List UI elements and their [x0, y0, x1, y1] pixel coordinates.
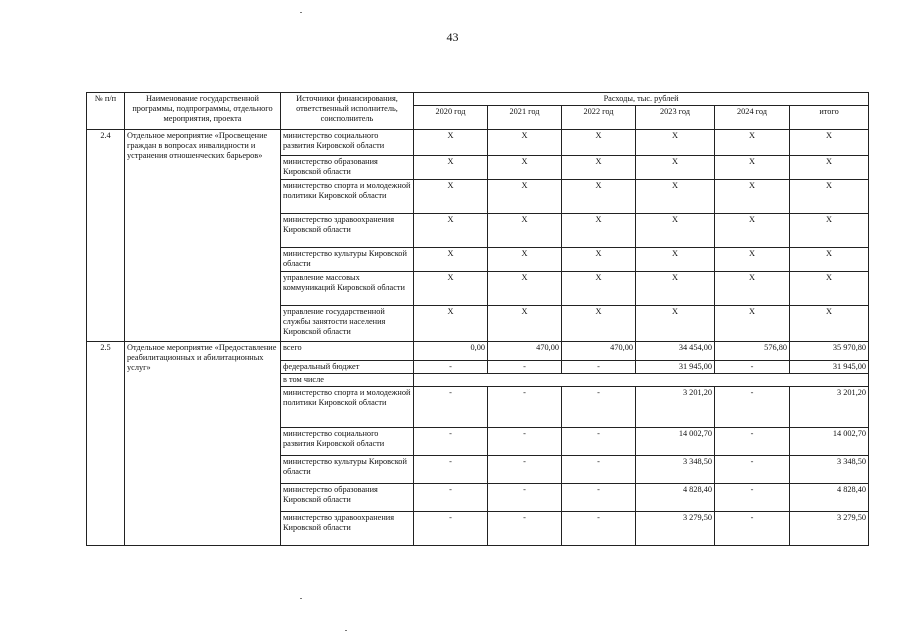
cell-value: Х — [414, 214, 488, 248]
cell-value: Х — [715, 130, 790, 156]
cell-value: 3 348,50 — [636, 456, 715, 484]
cell-value: - — [562, 512, 636, 546]
cell-value: Х — [636, 130, 715, 156]
cell-value: 31 945,00 — [790, 361, 869, 374]
cell-value: - — [715, 456, 790, 484]
financing-table — [86, 92, 869, 546]
row-source: в том числе — [281, 374, 414, 387]
cell-value: Х — [488, 272, 562, 306]
cell-value: Х — [636, 248, 715, 272]
cell-value: - — [715, 361, 790, 374]
cell-value: Х — [715, 272, 790, 306]
cell-value: 34 454,00 — [636, 342, 715, 361]
cell-value: Х — [636, 272, 715, 306]
cell-value: Х — [636, 214, 715, 248]
cell-value: Х — [414, 180, 488, 214]
header-total: итого — [790, 106, 869, 130]
cell-value: 14 002,70 — [790, 428, 869, 456]
cell-value: 3 279,50 — [790, 512, 869, 546]
cell-value: Х — [488, 156, 562, 180]
cell-value: - — [488, 512, 562, 546]
cell-value: Х — [414, 248, 488, 272]
cell-value: - — [414, 387, 488, 428]
header-source: Источники финансирования, ответственный исполнитель, соисполнитель — [281, 93, 414, 130]
cell-value: Х — [414, 272, 488, 306]
cell-value: - — [414, 512, 488, 546]
cell-value: Х — [715, 180, 790, 214]
scan-speck — [345, 630, 347, 631]
cell-value: - — [715, 512, 790, 546]
cell-value: Х — [488, 130, 562, 156]
cell-value: Х — [562, 180, 636, 214]
cell-value: 3 348,50 — [790, 456, 869, 484]
cell-value: - — [715, 484, 790, 512]
cell-value: Х — [488, 214, 562, 248]
cell-value: - — [488, 428, 562, 456]
cell-value: Х — [715, 214, 790, 248]
cell-value: Х — [414, 130, 488, 156]
cell-value: Х — [562, 130, 636, 156]
header-year: 2021 год — [488, 106, 562, 130]
cell-value: - — [414, 456, 488, 484]
row-source: министерство здравоохранения Кировской области — [281, 214, 414, 248]
cell-value: Х — [562, 272, 636, 306]
scan-speck — [300, 12, 302, 13]
cell-value: 4 828,40 — [790, 484, 869, 512]
row-num: 2.5 — [87, 342, 125, 546]
cell-value: - — [715, 428, 790, 456]
cell-value: Х — [715, 248, 790, 272]
cell-value: - — [562, 484, 636, 512]
cell-value: - — [414, 361, 488, 374]
cell-value: Х — [636, 306, 715, 342]
row-name: Отдельное мероприятие «Просвещение граждан в вопросах инвалидности и устранения отношенческих барьеров» — [125, 130, 281, 342]
cell-value: 3 201,20 — [790, 387, 869, 428]
row-source: всего — [281, 342, 414, 361]
cell-value: - — [414, 428, 488, 456]
row-source: федеральный бюджет — [281, 361, 414, 374]
row-source: министерство спорта и молодежной политики Кировской области — [281, 180, 414, 214]
cell-value: - — [562, 387, 636, 428]
header-year: 2023 год — [636, 106, 715, 130]
header-num: № п/п — [87, 93, 125, 130]
row-name: Отдельное мероприятие «Предоставление реабилитационных и абилитационных услуг» — [125, 342, 281, 546]
cell-value: Х — [790, 248, 869, 272]
cell-value: - — [488, 456, 562, 484]
cell-value: Х — [414, 306, 488, 342]
cell-value: 0,00 — [414, 342, 488, 361]
cell-empty — [414, 374, 869, 387]
row-source: министерство социального развития Кировской области — [281, 428, 414, 456]
row-source: министерство спорта и молодежной политики Кировской области — [281, 387, 414, 428]
cell-value: Х — [488, 306, 562, 342]
cell-value: Х — [790, 130, 869, 156]
scan-speck — [300, 598, 302, 599]
cell-value: 35 970,80 — [790, 342, 869, 361]
header-year: 2020 год — [414, 106, 488, 130]
header-expenses: Расходы, тыс. рублей — [414, 93, 869, 106]
row-source: министерство здравоохранения Кировской области — [281, 512, 414, 546]
cell-value: Х — [715, 156, 790, 180]
page-number: 43 — [446, 30, 459, 44]
cell-value: - — [562, 456, 636, 484]
cell-value: - — [562, 428, 636, 456]
row-num: 2.4 — [87, 130, 125, 342]
cell-value: Х — [790, 272, 869, 306]
row-source: министерство образования Кировской области — [281, 484, 414, 512]
cell-value: Х — [562, 156, 636, 180]
cell-value: 4 828,40 — [636, 484, 715, 512]
cell-value: Х — [414, 156, 488, 180]
cell-value: Х — [790, 180, 869, 214]
cell-value: 576,80 — [715, 342, 790, 361]
cell-value: Х — [562, 306, 636, 342]
cell-value: - — [488, 484, 562, 512]
cell-value: Х — [715, 306, 790, 342]
cell-value: Х — [488, 180, 562, 214]
header-year: 2024 год — [715, 106, 790, 130]
cell-value: 470,00 — [562, 342, 636, 361]
cell-value: Х — [562, 214, 636, 248]
header-year: 2022 год — [562, 106, 636, 130]
cell-value: 3 201,20 — [636, 387, 715, 428]
cell-value: 31 945,00 — [636, 361, 715, 374]
cell-value: Х — [636, 156, 715, 180]
cell-value: - — [414, 484, 488, 512]
row-source: министерство социального развития Кировской области — [281, 130, 414, 156]
row-source: управление массовых коммуникаций Кировской области — [281, 272, 414, 306]
cell-value: Х — [562, 248, 636, 272]
cell-value: 470,00 — [488, 342, 562, 361]
table-row — [87, 342, 869, 361]
cell-value: 14 002,70 — [636, 428, 715, 456]
cell-value: Х — [790, 306, 869, 342]
header-name: Наименование государственной программы, подпрограммы, отдельного мероприятия, проекта — [125, 93, 281, 130]
cell-value: Х — [790, 214, 869, 248]
cell-value: - — [715, 387, 790, 428]
cell-value: - — [488, 387, 562, 428]
row-source: министерство культуры Кировской области — [281, 456, 414, 484]
table-row — [87, 130, 869, 156]
row-source: управление государственной службы занятости населения Кировской области — [281, 306, 414, 342]
cell-value: Х — [790, 156, 869, 180]
cell-value: Х — [636, 180, 715, 214]
cell-value: 3 279,50 — [636, 512, 715, 546]
row-source: министерство образования Кировской области — [281, 156, 414, 180]
cell-value: - — [488, 361, 562, 374]
cell-value: - — [562, 361, 636, 374]
cell-value: Х — [488, 248, 562, 272]
row-source: министерство культуры Кировской области — [281, 248, 414, 272]
